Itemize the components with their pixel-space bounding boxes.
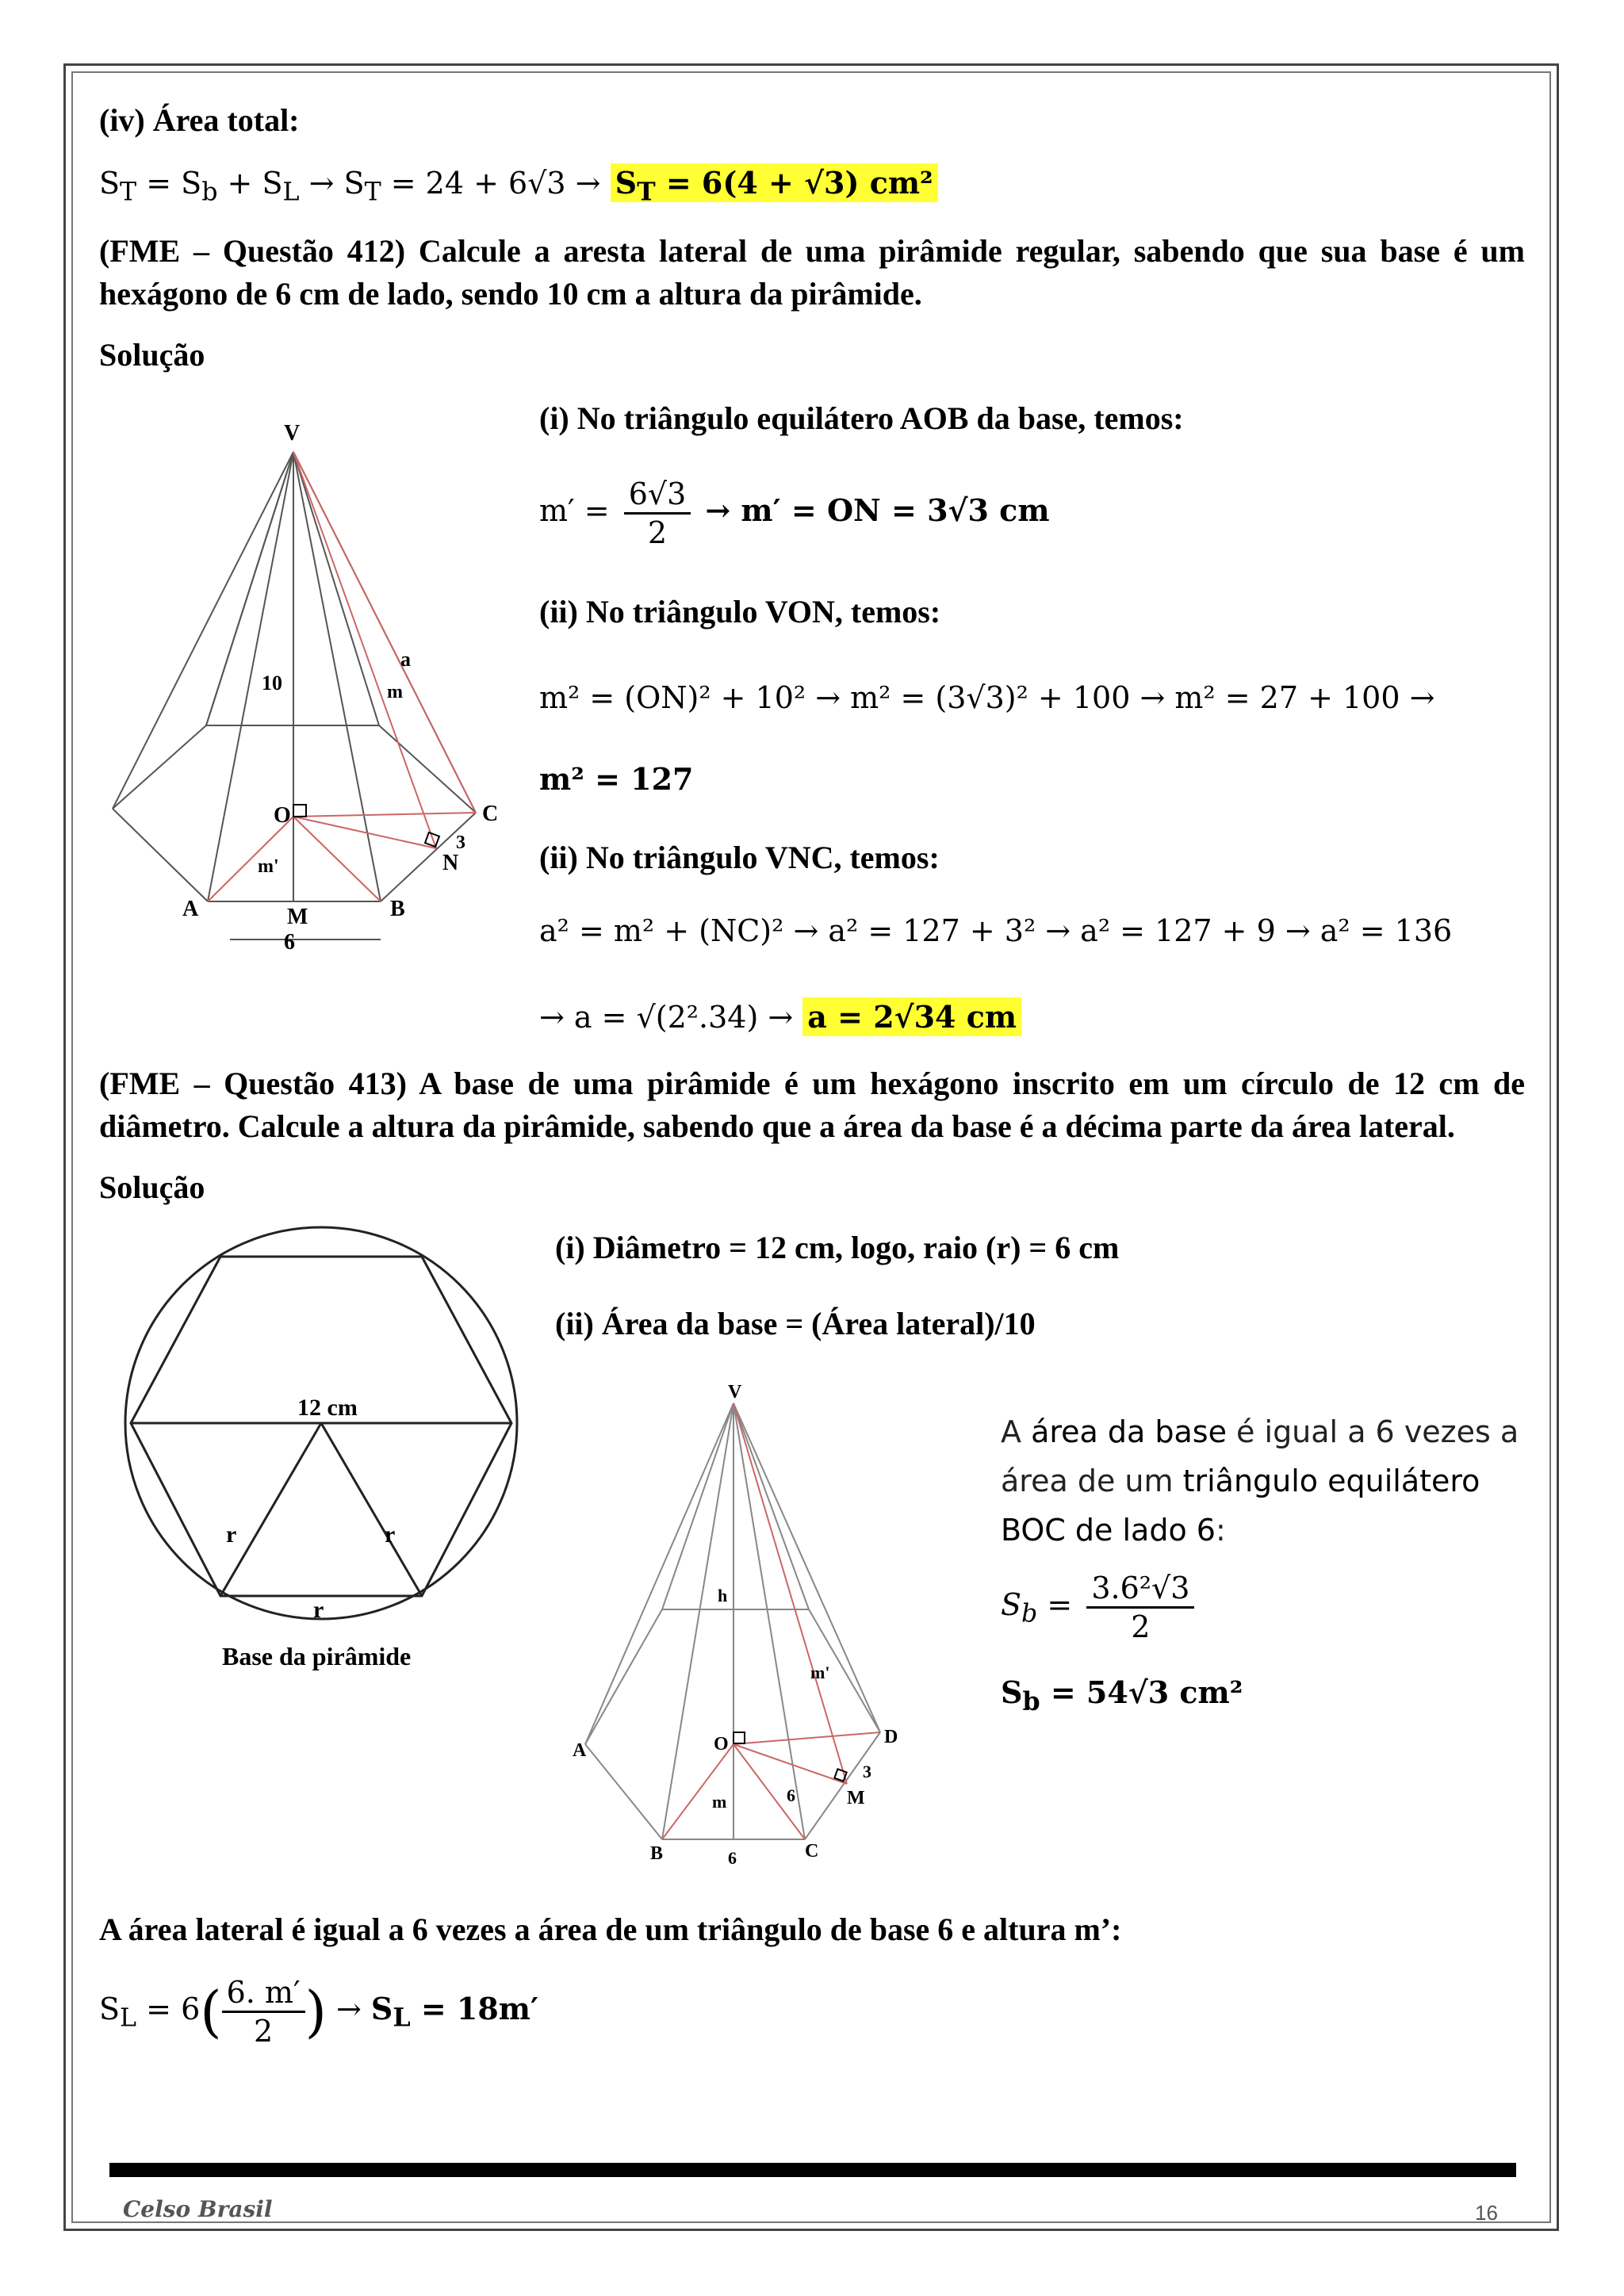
q413-pyramid-diagram (563, 1383, 912, 1875)
sb-fraction (1086, 1570, 1194, 1645)
sl-result-sub: L (393, 2003, 411, 2033)
base-back-left (113, 725, 206, 809)
sl-den: 2 (253, 2014, 274, 2049)
sl-result-rest: = 18m′ (410, 1991, 539, 2026)
eq-calc: = 24 + 6√3 → (381, 166, 611, 201)
mprime-result: → m′ = ON = 3√3 cm (705, 492, 1050, 528)
label-r-right: r (385, 1521, 396, 1548)
base-area-text-line1 (1001, 1407, 1519, 1456)
label-o: O (714, 1734, 729, 1755)
mprime-lhs: m′ = (539, 493, 610, 528)
q413-statement: (FME – Questão 413) A base de uma pirâmide é um hexágono inscrito em um círculo de 12 cm de diâmetro. Calcule a altura da pirâmide, sabendo que a área da base é a décima parte da área lateral. (99, 1066, 1525, 1144)
label-b: B (650, 1843, 664, 1864)
page-number: 16 (1475, 2201, 1498, 2225)
base-back-left (585, 1609, 662, 1744)
q412-step1: (i) No triângulo equilátero AOB da base, temos: (539, 400, 1184, 436)
hexagon (131, 1257, 511, 1596)
label-n: N (442, 851, 459, 875)
sl-num: 6. m′ (222, 1974, 305, 2013)
bt4: BOC de lado 6 (1001, 1513, 1216, 1548)
edge-v-back-right (733, 1403, 809, 1609)
footer-bar (109, 2163, 1516, 2177)
apothem-line (733, 1403, 847, 1784)
label-6-side: 6 (787, 1785, 795, 1805)
od-line (733, 1732, 880, 1744)
bt1: A (1001, 1414, 1032, 1449)
sub-l: L (282, 178, 300, 207)
result-s: S (615, 165, 638, 201)
q413-step2: (ii) Área da base = (Área lateral)/10 (555, 1306, 1036, 1341)
right-angle-o (733, 1732, 745, 1743)
sb-sub: b (1021, 1599, 1038, 1628)
sl-result-s: S (370, 1991, 393, 2026)
sb-result (1001, 1674, 1243, 1716)
base-front-left (113, 809, 208, 901)
mprime-fraction (624, 476, 691, 551)
sl-equation: $S_L = 6$( $\frac{6. m'}{2}$ ) → $S_L = 18m'$ (99, 1975, 539, 2049)
triangle-right (321, 1423, 422, 1596)
q412-answer: a = 2√34 cm (802, 997, 1021, 1036)
sl-eq: = 6 (136, 1992, 201, 2026)
triangle-left (220, 1423, 321, 1596)
section-iv-heading: (iv) Área total: (99, 102, 300, 138)
eq-mid: = S (136, 166, 202, 201)
q412-step3: (ii) No triângulo VNC, temos: (539, 840, 940, 875)
sub-b: b (201, 178, 218, 207)
label-c: C (805, 1841, 819, 1862)
bt5: : (1215, 1513, 1226, 1548)
total-area-equation (99, 165, 938, 207)
label-v: V (728, 1383, 742, 1402)
edge-v-b (293, 452, 379, 725)
sb-num: 3.6²√3 (1086, 1570, 1194, 1609)
right-angle-m (834, 1769, 846, 1781)
lateral-edge-a (293, 452, 476, 813)
eq-mid2: + S (217, 166, 283, 201)
bt-area: área da base (1031, 1414, 1227, 1449)
q413-circle-diagram (119, 1225, 531, 1685)
q413-solution-label: Solução (99, 1169, 205, 1205)
sl-fraction (222, 1974, 305, 2049)
label-m: m (712, 1792, 727, 1812)
sb-den: 2 (1131, 1609, 1151, 1644)
edge-v-c (733, 1403, 805, 1839)
right-angle-o (293, 805, 306, 817)
label-a: A (573, 1740, 587, 1761)
sub-t2: T (364, 178, 381, 207)
label-10: 10 (262, 672, 282, 695)
q412-eq2: m² = (ON)² + 10² → m² = (3√3)² + 100 → m² = 27 + 100 → (539, 680, 1435, 715)
base-back-right (379, 725, 476, 813)
label-3: 3 (863, 1762, 871, 1781)
q412-eq3: a² = m² + (NC)² → a² = 127 + 3² → a² = 127 + 9 → a² = 136 (539, 913, 1453, 948)
q412-eq2-result: m² = 127 (539, 761, 694, 797)
result-sub-t: T (637, 177, 656, 207)
base-area-text-line2 (1001, 1456, 1480, 1506)
label-a: a (400, 648, 411, 671)
author-signature: Celso Brasil (123, 2196, 273, 2222)
oc-line (293, 813, 476, 817)
label-mp: m' (258, 856, 279, 877)
label-r-left: r (226, 1521, 237, 1548)
label-c: C (482, 802, 499, 826)
sl-s: S (99, 1992, 121, 2026)
q412-solution-label: Solução (99, 337, 205, 373)
mprime-den: 2 (647, 515, 668, 550)
sb-equation: $S_b$ = $\frac{\text{3.6²√3}}{2}$ (1001, 1570, 1199, 1645)
sb-result-rest: = 54√3 cm² (1040, 1674, 1243, 1710)
label-o: O (274, 803, 291, 828)
label-3: 3 (456, 832, 465, 853)
q412-mprime-eq (539, 476, 1050, 551)
eq4-text: → a = √(2².34) → (539, 1000, 803, 1035)
result-rest: = 6(4 + √3) cm² (655, 165, 933, 201)
label-a-vertex: A (182, 897, 199, 921)
bt2: é igual a 6 vezes a (1226, 1414, 1519, 1449)
oa-line (208, 817, 293, 901)
label-12cm: 12 cm (297, 1395, 358, 1421)
sl-arrow: → (326, 1992, 371, 2026)
lateral-area-text: A área lateral é igual a 6 vezes a área de um triângulo de base 6 e altura m’: (99, 1911, 1122, 1947)
label-m: m (387, 682, 403, 702)
label-h: h (718, 1586, 728, 1605)
edge-v-d (733, 1403, 880, 1732)
label-r-bottom: r (313, 1597, 324, 1623)
eq-s: S (99, 166, 121, 201)
sb-result-sub: b (1022, 1686, 1040, 1716)
base-area-text-line3 (1001, 1506, 1226, 1555)
sl-sub: L (120, 2003, 137, 2033)
edge-v-a (585, 1403, 733, 1744)
edge-v-b (662, 1403, 733, 1839)
label-6-base: 6 (728, 1848, 737, 1868)
apothem-m-line (293, 452, 436, 848)
total-area-result (611, 163, 938, 207)
label-m-point: M (847, 1788, 865, 1808)
bt-tri: triângulo equilátero (1182, 1464, 1480, 1498)
sb-s: S (1001, 1587, 1022, 1622)
q412-statement: (FME – Questão 412) Calcule a aresta lateral de uma pirâmide regular, sabendo que sua base é um hexágono de 6 cm de lado, sendo 10 cm a altura da pirâmide. (99, 233, 1525, 312)
q412-pyramid-diagram (103, 416, 515, 971)
label-b: B (390, 897, 405, 921)
mprime-num: 6√3 (624, 476, 691, 515)
label-v: V (284, 421, 301, 446)
base-a-b (585, 1744, 662, 1839)
edge-v-left (113, 452, 293, 809)
base-c-d (805, 1732, 880, 1839)
bt3: área de um (1001, 1464, 1183, 1498)
sb-result-s: S (1001, 1674, 1023, 1710)
circle-caption: Base da pirâmide (222, 1642, 412, 1670)
label-m-point: M (287, 905, 308, 929)
ob-line (293, 817, 381, 901)
label-d: D (884, 1727, 898, 1747)
q413-step1: (i) Diâmetro = 12 cm, logo, raio (r) = 6 cm (555, 1230, 1120, 1265)
label-6: 6 (284, 930, 295, 955)
label-mp: m' (810, 1663, 830, 1682)
eq-arrow: → S (299, 166, 365, 201)
edge-v-back-left (662, 1403, 733, 1609)
sub-t: T (120, 178, 137, 207)
q412-step2: (ii) No triângulo VON, temos: (539, 594, 941, 629)
q412-eq4 (539, 999, 1021, 1035)
sl-result (370, 1991, 539, 2033)
edge-v-b-front (293, 452, 381, 901)
